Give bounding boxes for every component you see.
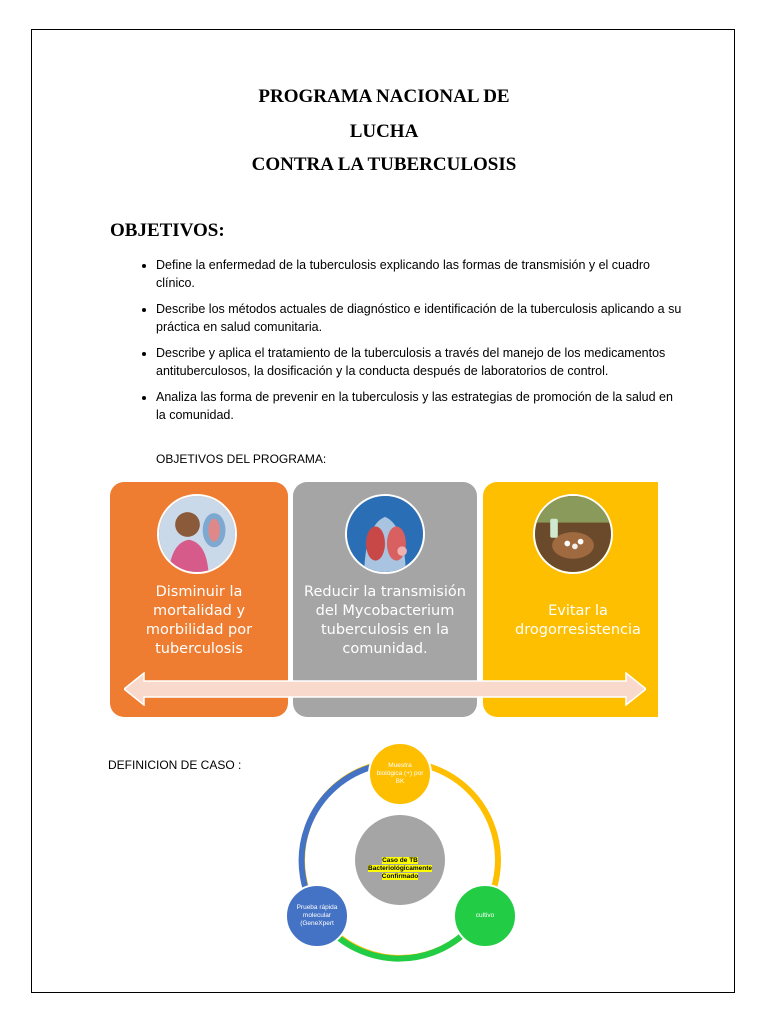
double-arrow-icon — [124, 672, 646, 706]
medicine-photo-icon — [533, 494, 613, 574]
card-text-mortality: Disminuir la mortalidad y morbilidad por tuberculosis — [145, 584, 253, 657]
objectives-list — [130, 256, 686, 432]
card-text-transmission: Reducir la transmisión del Mycobacterium tuberculosis en la comunidad. — [304, 584, 466, 657]
objective-item: • Describe y aplica el tratamiento de la tuberculosis a través del manejo de los medicamentos antituberculosos, la dosificación y la conducta después de laboratorios de control. — [156, 344, 686, 380]
node-genexpert: Prueba rápida molecular (GeneXpert — [296, 904, 338, 927]
objectives-heading: OBJETIVOS: — [110, 220, 225, 241]
title-line-1: PROGRAMA NACIONAL DE — [258, 86, 510, 107]
node-culture: cultivo — [475, 912, 495, 919]
objective-item: • Define la enfermedad de la tuberculosis explicando las formas de transmisión y el cuadro clínico. — [156, 256, 686, 292]
objective-item: • Describe los métodos actuales de diagnóstico e identificación de la tuberculosis aplicando a su práctica en salud comunitaria. — [156, 300, 686, 336]
program-objectives-heading: OBJETIVOS DEL PROGRAMA: — [156, 452, 327, 466]
objective-item: • Analiza las forma de prevenir en la tuberculosis y las estrategias de promoción de la salud en la comunidad. — [156, 388, 686, 424]
lungs-photo-icon — [345, 494, 425, 574]
title-line-2: LUCHA — [349, 121, 419, 142]
node-sample-positive: Muestra biológica (+) por BK — [376, 762, 424, 785]
card-text-resistance: Evitar la drogorresistencia — [515, 603, 641, 638]
case-definition-label: DEFINICION DE CASO : — [108, 758, 242, 772]
title-line-3: CONTRA LA TUBERCULOSIS — [251, 154, 517, 175]
program-objectives-graphic — [110, 482, 658, 717]
patient-photo-icon — [157, 494, 237, 574]
case-definition-center: Caso de TB Bacteriológicamente Confirmado — [368, 857, 432, 880]
